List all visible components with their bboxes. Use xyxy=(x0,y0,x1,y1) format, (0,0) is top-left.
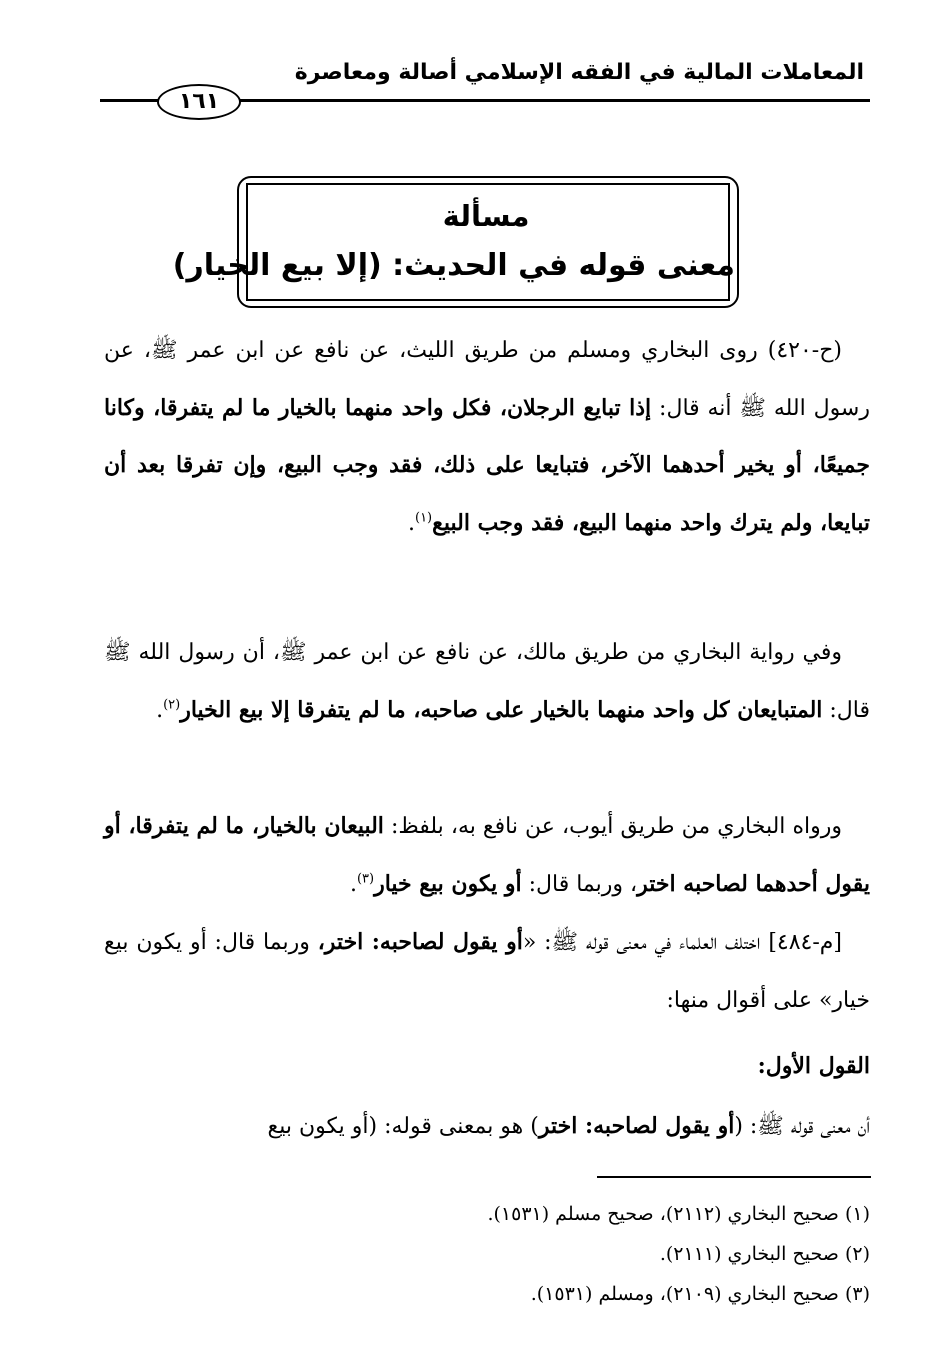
footnote-marker: (٣) xyxy=(356,871,375,887)
paragraph-text: اختلف العلماء في معنى قوله ﷺ: « xyxy=(522,930,769,955)
paragraph-ayyub-narration xyxy=(104,798,870,913)
paragraph-first-opinion xyxy=(104,1098,870,1156)
paragraph-end: . xyxy=(156,697,164,723)
paragraph-text: روى البخاري ومسلم من طريق الليث، عن نافع عن ابن عمر ﷺ، عن رسول الله ﷺ أنه قال: xyxy=(104,338,870,421)
paragraph-issue-484 xyxy=(104,914,870,1029)
opinion-heading: القول الأول: xyxy=(757,1053,870,1079)
issue-ref: [م-٤٨٤] xyxy=(768,930,842,955)
paragraph-text: ورواه البخاري من طريق أيوب، عن نافع به، بلفظ: xyxy=(383,814,842,839)
paragraph-text: ) هو بمعنى قوله: (أو يكون بيع xyxy=(267,1114,539,1139)
paragraph-text: وفي رواية البخاري من طريق مالك، عن نافع عن ابن عمر ﷺ، أن رسول الله ﷺ قال: xyxy=(104,640,870,723)
footnote-3: (٣) صحيح البخاري (٢١٠٩)، ومسلم (١٥٣١). xyxy=(530,1283,870,1305)
paragraph-end: . xyxy=(349,871,357,897)
hadith-quote: أو يقول لصاحبه: اختر، xyxy=(317,929,523,955)
footnote-2: (٢) صحيح البخاري (٢١١١). xyxy=(659,1243,870,1265)
hadith-quote: أو يكون بيع خيار xyxy=(374,870,522,897)
page-number: ١٦١ xyxy=(157,84,241,120)
paragraph-end: . xyxy=(407,510,415,536)
footnote-marker: (٢) xyxy=(163,697,181,713)
hadith-quote: إذا تبايع الرجلان، فكل واحد منهما بالخيار ما لم يتفرقا، وكانا جميعًا، أو يخير أحدهما الآخر، فتبايعا على ذلك، فقد وجب البيع، وإن تفرقا بعد أن تبايعا، ولم يترك واحد منهما البيع، فقد وجب البيع xyxy=(104,394,870,536)
paragraph-malik-narration xyxy=(104,624,870,739)
hadith-quote: أو يقول لصاحبه: اختر xyxy=(538,1113,735,1139)
section-label: مسألة xyxy=(442,199,530,233)
paragraph-text: ، وربما قال: xyxy=(521,871,638,897)
footnote-marker: (١) xyxy=(414,510,433,526)
hadith-quote: المتبايعان كل واحد منهما بالخيار على صاحبه، ما لم يتفرقا إلا بيع الخيار xyxy=(180,696,823,723)
footnote-1: (١) صحيح البخاري (٢١١٢)، صحيح مسلم (١٥٣١). xyxy=(487,1203,870,1225)
section-title: معنى قوله في الحديث: (إلا بيع الخيار) xyxy=(172,248,735,283)
paragraph-text: أن معنى قوله ﷺ: ( xyxy=(734,1114,870,1139)
hadith-quote: البيعان بالخيار، ما لم يتفرقا، أو يقول أحدهما لصاحبه اختر xyxy=(104,813,870,897)
paragraph-hadith-420 xyxy=(104,322,870,552)
footnote-rule xyxy=(597,1176,871,1178)
running-header-title: المعاملات المالية في الفقه الإسلامي أصالة ومعاصرة xyxy=(294,60,864,85)
hadith-ref: (ح-٤٢٠) xyxy=(767,338,842,363)
paragraph-text: وربما قال: أو يكون بيع خيار» على أقوال منها: xyxy=(104,930,870,1013)
